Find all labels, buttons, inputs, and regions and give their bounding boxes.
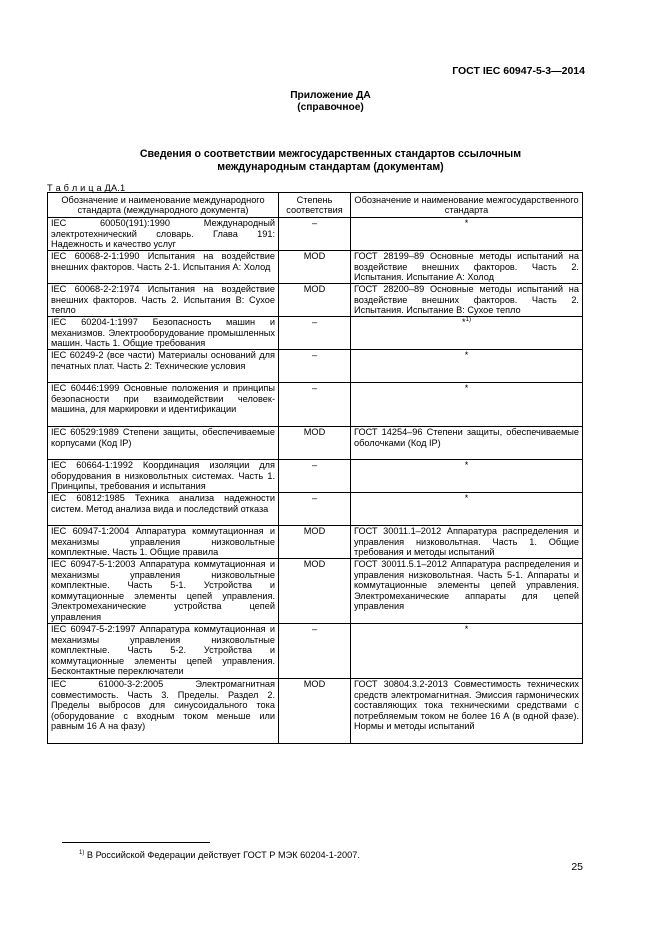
table-caption: Т а б л и ц а ДА.1 bbox=[47, 183, 126, 193]
international-standard-cell: IEC 60249-2 (все части) Материалы оснований для печатных плат. Часть 2: Технические условия bbox=[48, 350, 279, 383]
footnote bbox=[79, 850, 360, 860]
conformity-cell: – bbox=[279, 383, 351, 427]
conformity-cell: – bbox=[279, 493, 351, 526]
conformity-cell: – bbox=[279, 624, 351, 679]
interstate-standard-cell: ГОСТ 28200–89 Основные методы испытаний на воздействие внешних факторов. Часть 2. Испытания. Испытание В: Сухое тепло bbox=[351, 284, 583, 317]
interstate-standard-cell: * bbox=[351, 218, 583, 251]
international-standard-cell: IEC 60204-1:1997 Безопасность машин и механизмов. Электрооборудование промышленных машин. Часть 1. Общие требования bbox=[48, 317, 279, 350]
annex-header bbox=[0, 90, 661, 114]
international-standard-cell: IEC 60068-2-2:1974 Испытания на воздействие внешних факторов. Часть 2. Испытания В: Сухое тепло bbox=[48, 284, 279, 317]
correspondence-table bbox=[47, 192, 583, 744]
interstate-standard-cell: * bbox=[351, 624, 583, 679]
conformity-cell: MOD bbox=[279, 251, 351, 284]
interstate-standard-cell: ГОСТ 28199–89 Основные методы испытаний на воздействие внешних факторов. Часть 2. Испытания. Испытание А: Холод bbox=[351, 251, 583, 284]
international-standard-cell: IEC 60947-5-1:2003 Аппаратура коммутационная и механизмы управления низковольтные комплектные. Часть 5-1. Устройства и коммутационные элементы цепей управления. Электромеханические устройства цепей управления bbox=[48, 559, 279, 624]
footnote-text: В Российской Федерации действует ГОСТ Р МЭК 60204-1-2007. bbox=[86, 850, 360, 860]
conformity-cell: MOD bbox=[279, 284, 351, 317]
conformity-cell: – bbox=[279, 218, 351, 251]
conformity-cell: MOD bbox=[279, 526, 351, 559]
header-conformity-degree: Степень соответствия bbox=[279, 193, 351, 218]
international-standard-cell: IEC 60529:1989 Степени защиты, обеспечиваемые корпусами (Код IP) bbox=[48, 427, 279, 460]
conformity-cell: MOD bbox=[279, 679, 351, 744]
international-standard-cell: IEC 60664-1:1992 Координация изоляции для оборудования в низковольтных системах. Часть 1. Принципы, требования и испытания bbox=[48, 460, 279, 493]
interstate-standard-cell: * bbox=[351, 383, 583, 427]
interstate-standard-cell bbox=[351, 317, 583, 350]
interstate-standard-cell: ГОСТ 14254–96 Степени защиты, обеспечиваемые оболочками (Код IP) bbox=[351, 427, 583, 460]
absence-mark: * bbox=[462, 317, 466, 327]
table-row bbox=[48, 679, 583, 744]
table-row bbox=[48, 427, 583, 460]
table-row bbox=[48, 526, 583, 559]
international-standard-cell: IEC 60050(191):1990 Международный электротехнический словарь. Глава 191: Надежность и качество услуг bbox=[48, 218, 279, 251]
international-standard-cell: IEC 60812:1985 Техника анализа надежности систем. Метод анализа вида и последствий отказа bbox=[48, 493, 279, 526]
table-row bbox=[48, 624, 583, 679]
footnote-ref: 1) bbox=[465, 316, 471, 323]
annex-subtitle: (справочное) bbox=[297, 102, 364, 113]
interstate-standard-cell: ГОСТ 30011.1–2012 Аппаратура распределения и управления низковольтная. Часть 1. Общие требования и методы испытаний bbox=[351, 526, 583, 559]
interstate-standard-cell: * bbox=[351, 350, 583, 383]
footnote-divider bbox=[62, 842, 210, 843]
section-heading-line-2: международным стандартам (документам) bbox=[217, 161, 444, 173]
conformity-cell: MOD bbox=[279, 427, 351, 460]
header-interstate-standard: Обозначение и наименование межгосударственного стандарта bbox=[351, 193, 583, 218]
conformity-cell: – bbox=[279, 460, 351, 493]
table-row bbox=[48, 383, 583, 427]
footnote-marker: 1) bbox=[79, 849, 85, 856]
table-header-row bbox=[48, 193, 583, 218]
table-row bbox=[48, 251, 583, 284]
table-row bbox=[48, 559, 583, 624]
conformity-cell: – bbox=[279, 317, 351, 350]
section-heading-line-1: Сведения о соответствии межгосударственных стандартов ссылочным bbox=[139, 148, 522, 160]
table-row bbox=[48, 493, 583, 526]
interstate-standard-cell: * bbox=[351, 493, 583, 526]
international-standard-cell: IEC 60947-5-2:1997 Аппаратура коммутационная и механизмы управления низковольтные комплектные. Часть 5-2. Устройства и коммутационные элементы цепей управления. Бесконтактные переключатели bbox=[48, 624, 279, 679]
international-standard-cell: IEC 60947-1:2004 Аппаратура коммутационная и механизмы управления низковольтные комплектные. Часть 1. Общие правила bbox=[48, 526, 279, 559]
table-row bbox=[48, 460, 583, 493]
section-heading bbox=[0, 148, 661, 174]
table-row bbox=[48, 350, 583, 383]
table-row bbox=[48, 317, 583, 350]
interstate-standard-cell: ГОСТ 30011.5.1–2012 Аппаратура распределения и управления низковольтная. Часть 5-1. Аппараты и коммутационные элементы цепей управления. Электромеханические аппараты для цепей управления bbox=[351, 559, 583, 624]
page-number: 25 bbox=[571, 861, 583, 873]
conformity-cell: MOD bbox=[279, 559, 351, 624]
annex-title: Приложение ДА bbox=[290, 90, 371, 101]
conformity-cell: – bbox=[279, 350, 351, 383]
international-standard-cell: IEC 60068-2-1:1990 Испытания на воздействие внешних факторов. Часть 2-1. Испытания А: Холод bbox=[48, 251, 279, 284]
interstate-standard-cell: ГОСТ 30804.3.2-2013 Совместимость технических средств электромагнитная. Эмиссия гармонических составляющих тока техническими средствами с потребляемым током не более 16 А (в одной фазе). Нормы и методы испытаний bbox=[351, 679, 583, 744]
table-row bbox=[48, 218, 583, 251]
international-standard-cell: IEC 60446:1999 Основные положения и принципы безопасности при взаимодействии человек-машина, для маркировки и идентификации bbox=[48, 383, 279, 427]
table-row bbox=[48, 284, 583, 317]
header-international-standard: Обозначение и наименование международного стандарта (международного документа) bbox=[48, 193, 279, 218]
international-standard-cell: IEC 61000-3-2:2005 Электромагнитная совместимость. Часть 3. Пределы. Раздел 2. Пределы выбросов для синусоидального тока (оборудование с входным током меньше или равным 16 А на фазу) bbox=[48, 679, 279, 744]
interstate-standard-cell: * bbox=[351, 460, 583, 493]
document-code: ГОСТ IEC 60947-5-3—2014 bbox=[452, 65, 585, 77]
